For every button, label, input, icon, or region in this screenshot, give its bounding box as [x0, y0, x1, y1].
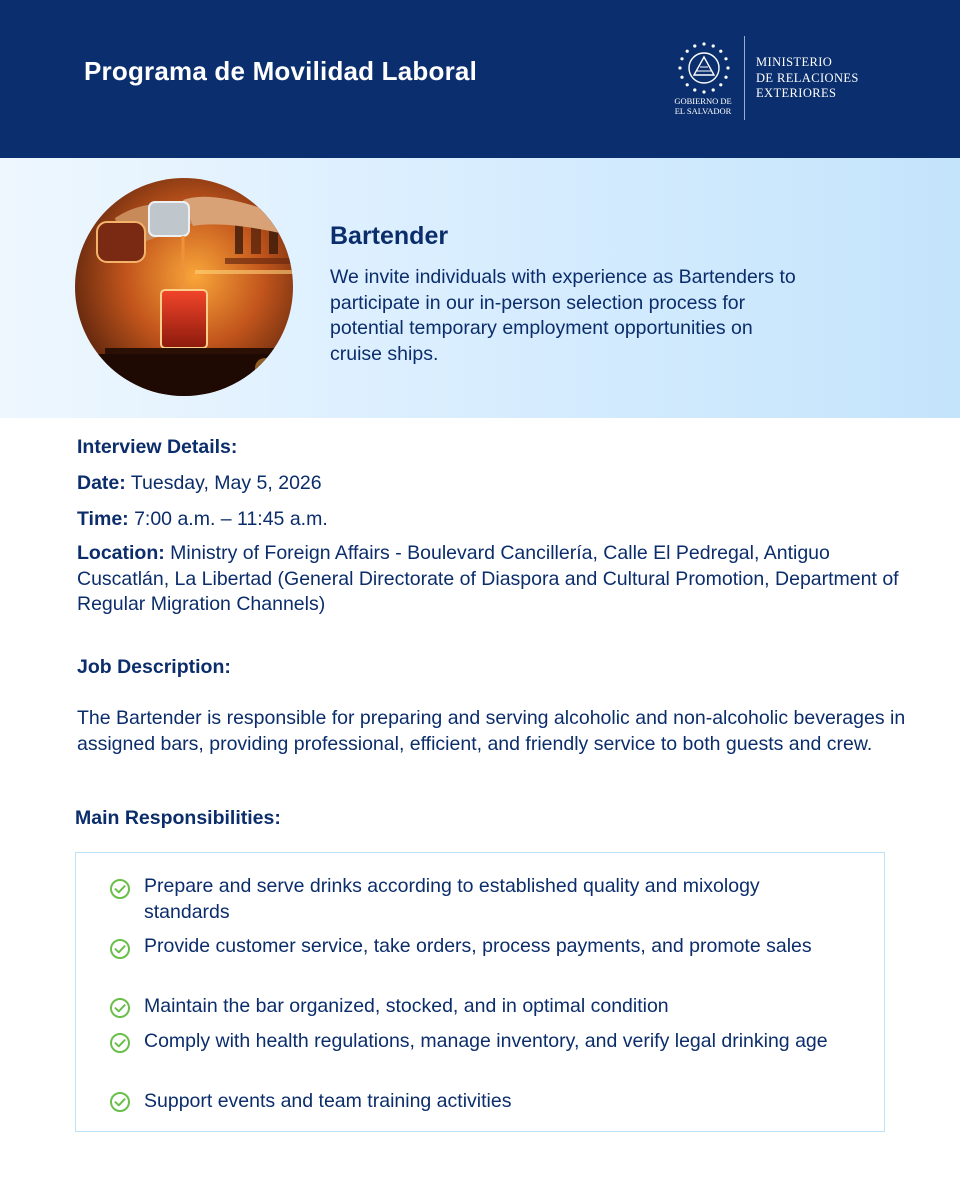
interview-date — [77, 471, 917, 497]
responsibility-item: Comply with health regulations, manage inventory, and verify legal drinking age — [144, 1030, 828, 1052]
interview-location — [77, 541, 917, 618]
check-circle-icon — [109, 1091, 131, 1113]
responsibility-item: Maintain the bar organized, stocked, and in optimal condition — [144, 995, 669, 1017]
el-salvador-seal-icon — [676, 40, 732, 96]
hero-section — [0, 158, 960, 418]
header-divider — [744, 36, 745, 120]
responsibility-item: Provide customer service, take orders, process payments, and promote sales — [144, 935, 812, 957]
responsibilities-box — [75, 852, 885, 1132]
location-label: Location: — [77, 542, 165, 564]
interview-details-heading: Interview Details: — [77, 436, 238, 458]
job-title: Bartender — [330, 222, 449, 250]
bartender-photo — [75, 178, 293, 396]
date-value: Tuesday, May 5, 2026 — [125, 472, 322, 494]
job-description-heading: Job Description: — [77, 656, 231, 678]
job-description-text: The Bartender is responsible for preparing and serving alcoholic and non-alcoholic beverages in assigned bars, providing professional, efficient, and friendly service to both guests and crew. — [77, 707, 906, 755]
responsibility-item: Prepare and serve drinks according to established quality and mixology standards — [144, 875, 760, 923]
header-banner — [0, 0, 960, 158]
time-value: 7:00 a.m. – 11:45 a.m. — [128, 508, 328, 530]
job-intro-text: We invite individuals with experience as Bartenders to participate in our in-person selection process for potential temporary employment opportunities on cruise ships. — [330, 266, 796, 365]
check-circle-icon — [109, 938, 131, 960]
responsibility-item: Support events and team training activities — [144, 1090, 512, 1112]
check-circle-icon — [109, 878, 131, 900]
government-label: GOBIERNO DE EL SALVADOR — [674, 96, 732, 116]
date-label: Date: — [77, 472, 126, 494]
responsibilities-heading: Main Responsibilities: — [75, 807, 281, 829]
time-label: Time: — [77, 508, 129, 530]
location-value: Ministry of Foreign Affairs - Boulevard Cancillería, Calle El Pedregal, Antiguo Cuscatlán, La Libertad (General Directorate of Diaspora and Cultural Promotion, Department of Regular Migration Channels) — [77, 542, 899, 615]
interview-time — [77, 507, 917, 533]
ministry-label: MINISTERIO DE RELACIONES EXTERIORES — [756, 55, 859, 100]
program-title: Programa de Movilidad Laboral — [84, 56, 477, 86]
check-circle-icon — [109, 1032, 131, 1054]
check-circle-icon — [109, 997, 131, 1019]
